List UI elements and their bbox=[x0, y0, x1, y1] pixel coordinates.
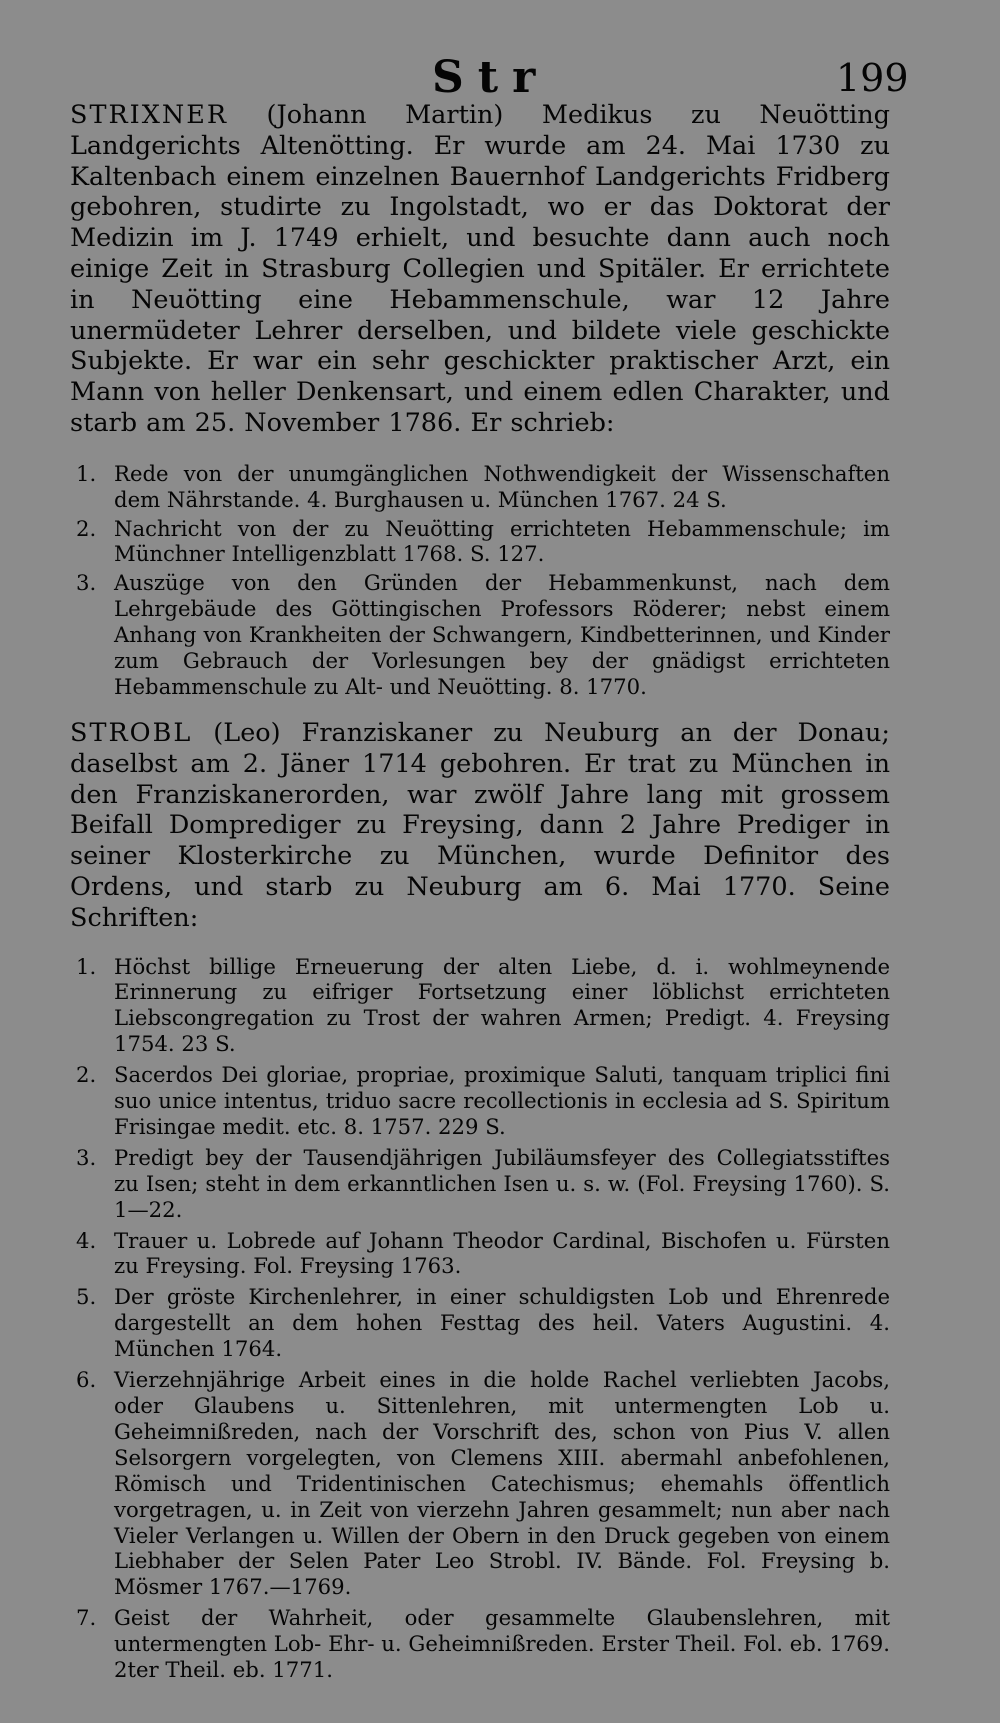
work-number: 1. bbox=[76, 953, 97, 979]
work-text: Rede von der unumgänglichen Nothwendigkeit der Wissenschaften dem Nährstande. 4. Burghausen u. München 1767. 24 S. bbox=[114, 460, 890, 512]
work-number: 2. bbox=[76, 1062, 97, 1088]
work-text: Nachricht von der zu Neuötting errichteten Hebammenschule; im Münchner Intelligenzblatt 1768. S. 127. bbox=[114, 515, 890, 567]
entry-intro: (Leo) Franziskaner zu Neuburg an der Donau; daselbst am 2. Jäner 1714 gebohren. Er trat zu München in den Franziskanerorden, war zwölf Jahre lang mit grossem Beifall Domprediger zu Freysing, dann 2 Jahre Prediger in seiner Klosterkirche zu München, wurde Definitor des Ordens, und starb zu Neuburg am 6. Mai 1770. Seine Schriften: bbox=[70, 717, 890, 933]
work-item bbox=[70, 516, 890, 568]
work-number: 3. bbox=[76, 570, 97, 596]
entry-paragraph bbox=[70, 718, 890, 934]
work-item bbox=[70, 954, 890, 1058]
work-number: 6. bbox=[76, 1367, 97, 1393]
works-list bbox=[70, 954, 890, 1683]
work-number: 2. bbox=[76, 515, 97, 541]
works-list bbox=[70, 461, 890, 700]
work-number: 7. bbox=[76, 1605, 97, 1631]
entry-strixner bbox=[70, 100, 890, 700]
work-text: Sacerdos Dei gloriae, propriae, proximique Saluti, tanquam triplici fini suo unice intentus, triduo sacre recollectionis in ecclesia ad S. Spiritum Frisingae medit. etc. 8. 1757. 229 S. bbox=[114, 1062, 890, 1139]
work-item bbox=[70, 1228, 890, 1280]
work-item bbox=[70, 1145, 890, 1223]
entry-paragraph bbox=[70, 100, 890, 439]
work-item bbox=[70, 1284, 890, 1362]
work-item bbox=[70, 570, 890, 700]
page-number: 199 bbox=[836, 56, 909, 100]
work-number: 3. bbox=[76, 1144, 97, 1170]
work-number: 4. bbox=[76, 1227, 97, 1253]
running-title: Str bbox=[432, 52, 550, 103]
entry-name: STRIXNER bbox=[70, 100, 229, 130]
work-text: Der gröste Kirchenlehrer, in einer schuldigsten Lob und Ehrenrede dargestellt an dem hohen Festtag des heil. Vaters Augustini. 4. München 1764. bbox=[114, 1284, 890, 1362]
work-item bbox=[70, 1062, 890, 1140]
work-item bbox=[70, 1605, 890, 1683]
work-text: Auszüge von den Gründen der Hebammenkunst, nach dem Lehrgebäude des Göttingischen Professors Röderer; nebst einem Anhang von Krankheiten der Schwangern, Kindbetterinnen, und Kinder zum Gebrauch der Vorlesungen bey der gnädigst errichteten Hebammenschule zu Alt- und Neuötting. 8. 1770. bbox=[114, 570, 890, 700]
entry-strobl bbox=[70, 718, 890, 1683]
work-text: Höchst billige Erneuerung der alten Liebe, d. i. wohlmeynende Erinnerung zu eifriger Fortsetzung einer löblichst errichteten Liebscongregation zu Trost der wahren Armen; Predigt. 4. Freysing 1754. 23 S. bbox=[114, 953, 890, 1057]
page-body bbox=[70, 100, 890, 1688]
entry-intro: (Johann Martin) Medikus zu Neuötting Landgerichts Altenötting. Er wurde am 24. Mai 1730 zu Kaltenbach einem einzelnen Bauernhof Landgerichts Fridberg gebohren, studirte zu Ingolstadt, wo er das Doktorat der Medizin im J. 1749 erhielt, und besuchte dann auch noch einige Zeit in Strasburg Collegien und Spitäler. Er errichtete in Neuötting eine Hebammenschule, war 12 Jahre unermüdeter Lehrer derselben, und bildete viele geschickte Subjekte. Er war ein sehr geschickter praktischer Arzt, ein Mann von heller Denkensart, und einem edlen Charakter, und starb am 25. November 1786. Er schrieb: bbox=[70, 100, 890, 438]
work-text: Trauer u. Lobrede auf Johann Theodor Cardinal, Bischofen u. Fürsten zu Freysing. Fol. Freysing 1763. bbox=[114, 1227, 890, 1279]
work-item bbox=[70, 461, 890, 513]
work-number: 1. bbox=[76, 460, 97, 486]
work-text: Predigt bey der Tausendjährigen Jubiläumsfeyer des Collegiatsstiftes zu Isen; steht in dem erkanntlichen Isen u. s. w. (Fol. Freysing 1760). S. 1—22. bbox=[114, 1144, 890, 1222]
work-text: Geist der Wahrheit, oder gesammelte Glaubenslehren, mit untermengten Lob- Ehr- u. Geheimnißreden. Erster Theil. Fol. eb. 1769. 2ter Theil. eb. 1771. bbox=[114, 1605, 890, 1683]
work-number: 5. bbox=[76, 1284, 97, 1310]
work-item bbox=[70, 1367, 890, 1600]
work-text: Vierzehnjährige Arbeit eines in die holde Rachel verliebten Jacobs, oder Glaubens u. Sittenlehren, mit untermengten Lob u. Geheimnißreden, nach der Vorschrift des, schon von Pius V. allen Selsorgern vorgelegten, von Clemens XIII. abermahl anbefohlenen, Römisch und Tridentinischen Catechismus; ehemahls öffentlich vorgetragen, u. in Zeit von vierzehn Jahren gesammelt; nun aber nach Vieler Verlangen u. Willen der Obern in den Druck gegeben von einem Liebhaber der Selen Pater Leo Strobl. IV. Bände. Fol. Freysing b. Mösmer 1767.—1769. bbox=[114, 1367, 890, 1600]
entry-name: STROBL bbox=[70, 717, 193, 748]
